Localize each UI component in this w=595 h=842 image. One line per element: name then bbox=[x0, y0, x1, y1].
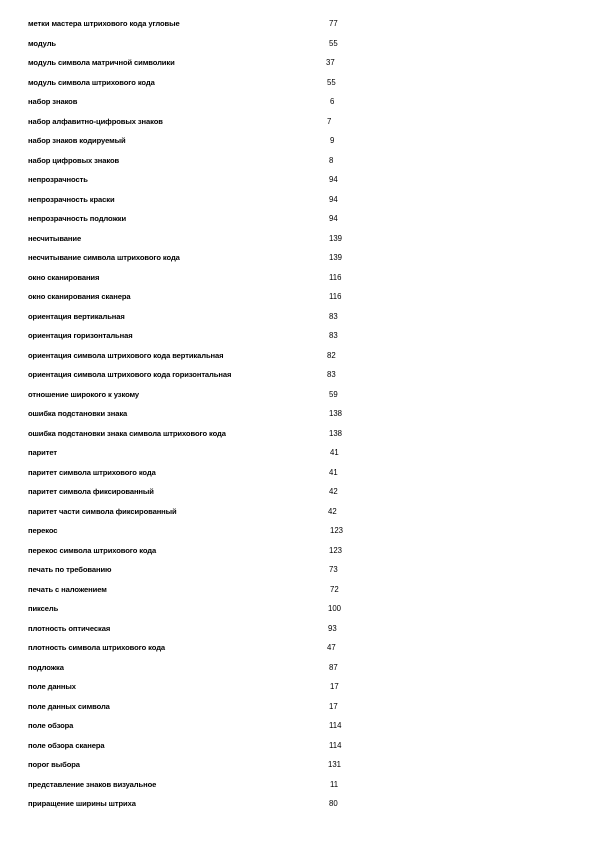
index-term: поле данных символа bbox=[28, 701, 110, 711]
index-entry bbox=[0, 287, 595, 307]
index-page-number: 8 bbox=[329, 155, 334, 165]
index-term: перекос символа штрихового кода bbox=[28, 545, 157, 555]
index-term: метки мастера штрихового кода угловые bbox=[28, 19, 180, 28]
index-entry bbox=[0, 34, 595, 54]
index-page-number: 116 bbox=[329, 292, 342, 301]
index-page-number: 123 bbox=[330, 526, 344, 535]
index-entry bbox=[0, 190, 595, 210]
index-term: ориентация вертикальная bbox=[28, 311, 125, 321]
index-page-number: 73 bbox=[329, 565, 338, 574]
index-entry bbox=[0, 794, 595, 814]
index-page-number: 83 bbox=[329, 311, 338, 321]
index-term: набор цифровых знаков bbox=[28, 155, 120, 165]
index-entry bbox=[0, 755, 595, 775]
index-page-number: 37 bbox=[326, 58, 335, 67]
index-page-number: 131 bbox=[328, 760, 342, 769]
index-page-number: 9 bbox=[330, 136, 335, 145]
index-entry bbox=[0, 92, 595, 112]
index-page-number: 114 bbox=[329, 740, 342, 750]
index-page-number: 94 bbox=[329, 175, 338, 184]
index-term: модуль символа штрихового кода bbox=[28, 77, 155, 87]
index-page-number: 94 bbox=[329, 194, 338, 204]
index-page-number: 11 bbox=[330, 779, 339, 789]
index-page-number: 123 bbox=[329, 545, 343, 555]
index-page-number: 42 bbox=[329, 487, 338, 496]
index-page-number: 72 bbox=[330, 584, 339, 594]
index-term: окно сканирования bbox=[28, 272, 100, 282]
index-term: ошибка подстановки знака символа штрихового кода bbox=[28, 428, 226, 438]
index-entry bbox=[0, 365, 595, 385]
index-page-number: 80 bbox=[329, 799, 338, 808]
index-page-number: 77 bbox=[329, 19, 338, 28]
index-term: паритет символа штрихового кода bbox=[28, 467, 156, 477]
index-term: поле данных bbox=[28, 682, 76, 691]
index-term: паритет bbox=[28, 448, 57, 457]
index-term: окно сканирования сканера bbox=[28, 292, 131, 301]
index-page-number: 42 bbox=[328, 506, 337, 516]
index-term: непрозрачность краски bbox=[28, 194, 115, 204]
index-entry bbox=[0, 268, 595, 288]
index-entry bbox=[0, 619, 595, 639]
index-page-number: 82 bbox=[327, 350, 336, 360]
index-entry bbox=[0, 736, 595, 756]
index-entry bbox=[0, 151, 595, 171]
index-entry bbox=[0, 53, 595, 73]
index-term: ориентация символа штрихового кода вертикальная bbox=[28, 350, 224, 360]
index-term: поле обзора bbox=[28, 721, 74, 730]
index-page-number: 114 bbox=[329, 721, 342, 730]
index-page-number: 93 bbox=[328, 623, 337, 633]
index-page-number: 138 bbox=[329, 428, 343, 438]
index-entry bbox=[0, 658, 595, 678]
index-page-number: 100 bbox=[328, 604, 342, 613]
index-entry bbox=[0, 229, 595, 249]
index-term: подложка bbox=[28, 662, 64, 672]
index-entry bbox=[0, 541, 595, 561]
index-page-number: 139 bbox=[329, 253, 343, 262]
index-page-number: 83 bbox=[327, 370, 336, 379]
index-entry bbox=[0, 131, 595, 151]
index-page-number: 7 bbox=[327, 116, 332, 126]
index-term: набор знаков bbox=[28, 97, 78, 106]
index-page-number: 41 bbox=[329, 467, 338, 477]
index-entry bbox=[0, 443, 595, 463]
index-entry bbox=[0, 599, 595, 619]
index-term: паритет части символа фиксированный bbox=[28, 506, 177, 516]
index-term: приращение ширины штриха bbox=[28, 799, 136, 808]
index-page-number: 139 bbox=[329, 233, 343, 243]
index-entry bbox=[0, 521, 595, 541]
index-entry bbox=[0, 463, 595, 483]
index-term: несчитывание символа штрихового кода bbox=[28, 253, 180, 262]
index-page-number: 6 bbox=[330, 97, 335, 106]
index-term: модуль bbox=[28, 38, 56, 48]
index-entry bbox=[0, 638, 595, 658]
index-entry bbox=[0, 482, 595, 502]
index-page-number: 87 bbox=[329, 662, 338, 672]
index-term: модуль символа матричной символики bbox=[28, 58, 175, 67]
index-entry bbox=[0, 307, 595, 327]
index-entry bbox=[0, 677, 595, 697]
index-term: печать с наложением bbox=[28, 584, 107, 594]
index-term: плотность символа штрихового кода bbox=[28, 643, 166, 652]
index-page-number: 59 bbox=[329, 389, 338, 399]
index-page-number: 41 bbox=[330, 448, 339, 457]
index-term: поле обзора сканера bbox=[28, 740, 105, 750]
index-page-number: 55 bbox=[329, 38, 338, 48]
alphabetical-index bbox=[0, 14, 595, 814]
index-entry bbox=[0, 112, 595, 132]
index-page-number: 94 bbox=[329, 214, 338, 223]
index-term: непрозрачность подложки bbox=[28, 214, 127, 223]
index-term: пиксель bbox=[28, 604, 59, 613]
index-entry bbox=[0, 716, 595, 736]
index-term: ориентация символа штрихового кода горизонтальная bbox=[28, 370, 232, 379]
index-entry bbox=[0, 248, 595, 268]
index-entry bbox=[0, 697, 595, 717]
index-entry bbox=[0, 580, 595, 600]
index-entry bbox=[0, 775, 595, 795]
index-term: представление знаков визуальное bbox=[28, 779, 157, 789]
index-entry bbox=[0, 404, 595, 424]
index-entry bbox=[0, 424, 595, 444]
index-entry bbox=[0, 14, 595, 34]
index-term: порог выбора bbox=[28, 760, 80, 769]
index-page-number: 47 bbox=[327, 643, 336, 652]
index-entry bbox=[0, 346, 595, 366]
index-term: паритет символа фиксированный bbox=[28, 487, 154, 496]
index-term: ориентация горизонтальная bbox=[28, 331, 133, 340]
index-page-number: 55 bbox=[327, 77, 336, 87]
index-page-number: 116 bbox=[329, 272, 342, 282]
index-page-number: 17 bbox=[329, 701, 338, 711]
index-page-number: 83 bbox=[329, 331, 338, 340]
index-entry bbox=[0, 560, 595, 580]
index-entry bbox=[0, 170, 595, 190]
index-page-number: 17 bbox=[330, 682, 339, 691]
index-term: несчитывание bbox=[28, 233, 82, 243]
index-entry bbox=[0, 326, 595, 346]
index-term: набор алфавитно-цифровых знаков bbox=[28, 116, 163, 126]
index-term: отношение широкого к узкому bbox=[28, 389, 140, 399]
index-entry bbox=[0, 73, 595, 93]
index-term: плотность оптическая bbox=[28, 623, 111, 633]
index-term: ошибка подстановки знака bbox=[28, 409, 128, 418]
index-entry bbox=[0, 209, 595, 229]
index-term: непрозрачность bbox=[28, 175, 88, 184]
index-term: набор знаков кодируемый bbox=[28, 136, 126, 145]
index-page-number: 138 bbox=[329, 409, 343, 418]
index-term: перекос bbox=[28, 526, 58, 535]
index-entry bbox=[0, 502, 595, 522]
index-term: печать по требованию bbox=[28, 565, 112, 574]
index-entry bbox=[0, 385, 595, 405]
